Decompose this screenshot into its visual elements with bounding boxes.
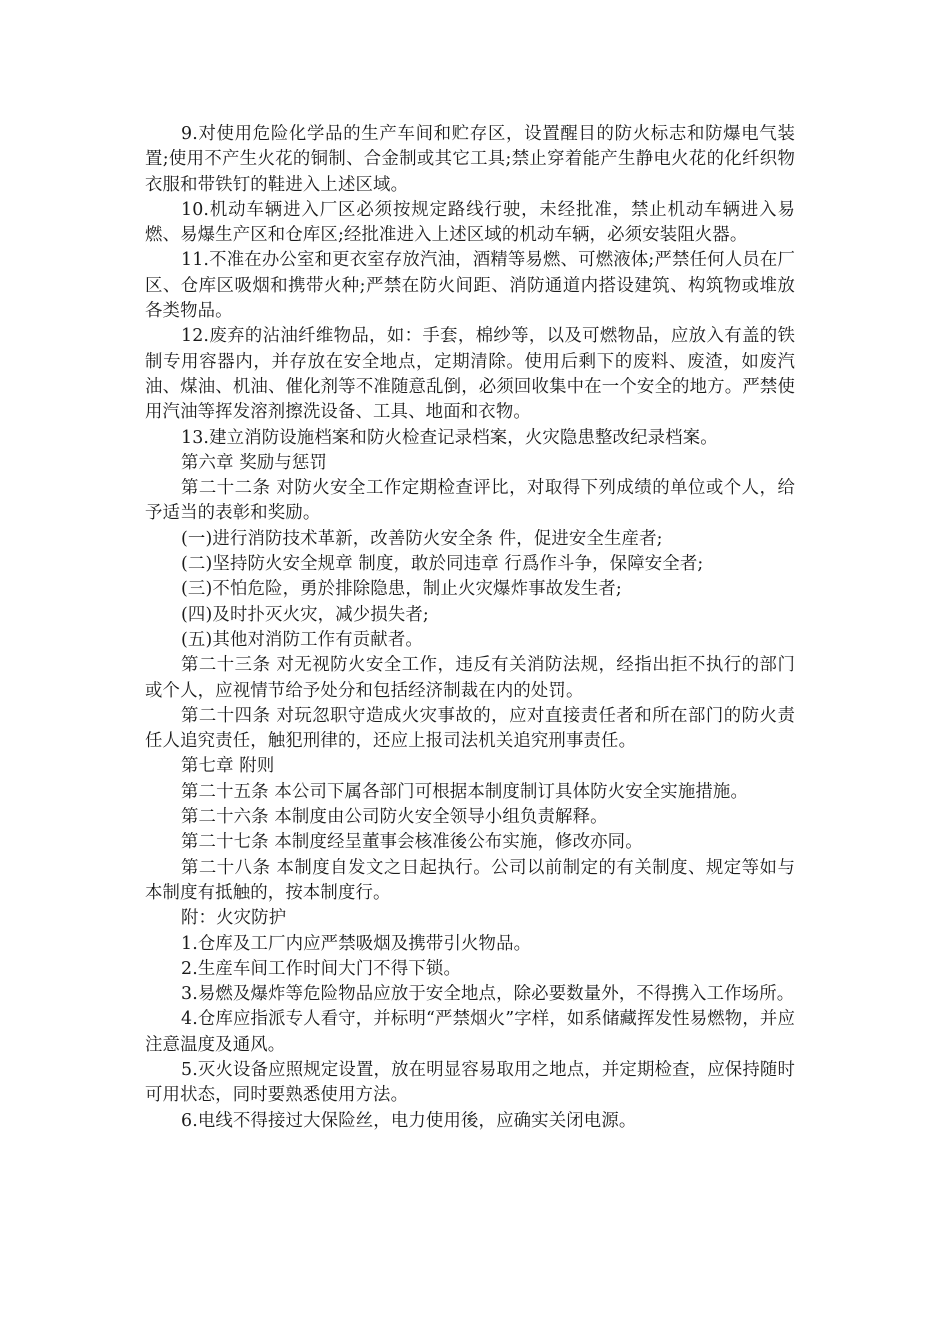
appendix-item-5: 5.灭火设备应照规定设置，放在明显容易取用之地点，并定期检查，应保持随时可用状态，同时要熟悉使用方法。 (145, 1059, 795, 1106)
appendix-item-6: 6.电线不得接过大保险丝，电力使用後，应确实关闭电源。 (181, 1110, 637, 1131)
paragraph-item-12: 12.废弃的沾油纤维物品，如：手套，棉纱等，以及可燃物品，应放入有盖的铁制专用容器内，并存放在安全地点，定期清除。使用后剩下的废料、废渣，如废汽油、煤油、机油、催化剂等不准随意乱倒，必须回收集中在一个安全的地方。严禁使用汽油等挥发溶剂擦洗设备、工具、地面和衣物。 (145, 326, 795, 423)
article-22-clause-5: (五)其他对消防工作有贡献者。 (181, 629, 423, 650)
appendix-item-4: 4.仓库应指派专人看守，并标明“严禁烟火”字样，如系储藏挥发性易燃物，并应注意温度及通风。 (145, 1009, 795, 1055)
article-22: 第二十二条 对防火安全工作定期检查评比，对取得下列成绩的单位或个人，给予适当的表彰和奖励。 (145, 478, 795, 524)
paragraph-item-11: 11.不准在办公室和更衣室存放汽油，酒精等易燃、可燃液体;严禁任何人员在厂区、仓库区吸烟和携带火种;严禁在防火间距、消防通道内搭设建筑、构筑物或堆放各类物品。 (145, 250, 795, 322)
article-28: 第二十八条 本制度自发文之日起执行。公司以前制定的有关制度、规定等如与本制度有抵触的，按本制度行。 (145, 857, 795, 903)
document-body (145, 122, 795, 1134)
chapter-heading-6: 第六章 奖励与惩罚 (181, 452, 328, 473)
article-22-clause-2: (二)坚持防火安全规章 制度，敢於同违章 行爲作斗争，保障安全者; (181, 554, 704, 575)
article-27: 第二十七条 本制度经呈董事会核准後公布实施，修改亦同。 (181, 832, 643, 853)
article-24: 第二十四条 对玩忽职守造成火灾事故的，应对直接责任者和所在部门的防火责任人追究责任，触犯刑律的，还应上报司法机关追究刑事责任。 (145, 705, 795, 752)
appendix-item-2: 2.生産车间工作时间大门不得下锁。 (181, 958, 462, 979)
article-25: 第二十五条 本公司下属各部门可根据本制度制订具体防火安全实施措施。 (181, 781, 748, 802)
article-22-clause-3: (三)不怕危险，勇於排除隐患，制止火灾爆炸事故发生者; (181, 579, 622, 600)
paragraph-item-10: 10.机动车辆进入厂区必须按规定路线行驶，未经批准，禁止机动车辆进入易燃、易爆生产区和仓库区;经批准进入上述区域的机动车辆，必须安装阻火器。 (145, 199, 795, 246)
chapter-heading-7: 第七章 附则 (181, 756, 275, 777)
article-23: 第二十三条 对无视防火安全工作，违反有关消防法规，经指出拒不执行的部门或个人，应视情节给予处分和包括经济制裁在内的处罚。 (145, 655, 795, 701)
appendix-item-1: 1.仓库及工厂内应严禁吸烟及携带引火物品。 (181, 933, 532, 954)
paragraph-item-9: 9.对使用危险化学品的生产车间和贮存区，设置醒目的防火标志和防爆电气装置;使用不产生火花的铜制、合金制或其它工具;禁止穿着能产生静电火花的化纤织物衣服和带铁钉的鞋进入上述区域。 (145, 124, 795, 195)
appendix-heading: 附：火灾防护 (181, 908, 287, 929)
article-26: 第二十六条 本制度由公司防火安全领导小组负责解释。 (181, 807, 608, 828)
paragraph-item-13: 13.建立消防设施档案和防火检查记录档案，火灾隐患整改纪录档案。 (181, 427, 718, 448)
article-22-clause-4: (四)及时扑灭火灾，减少损失者; (181, 604, 429, 625)
article-22-clause-1: (一)进行消防技术革新，改善防火安全条 件，促进安全生産者; (181, 528, 663, 549)
appendix-item-3: 3.易燃及爆炸等危险物品应放于安全地点，除必要数量外，不得携入工作场所。 (181, 984, 795, 1005)
